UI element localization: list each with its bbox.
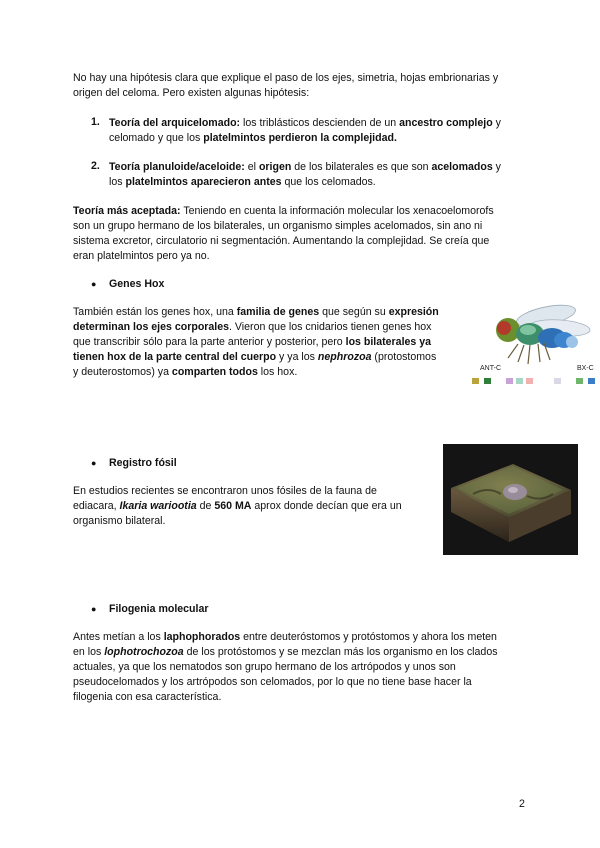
ant-c-label: ANT-C bbox=[480, 365, 501, 372]
hox-line-2a: determinan los ejes corporales bbox=[73, 321, 230, 333]
accepted-line-2: son un grupo hermano de los bilaterales, un organismo simples acelomados, sin ano ni bbox=[73, 220, 483, 232]
fossil-image bbox=[443, 444, 578, 555]
bullet-icon: ● bbox=[91, 458, 97, 468]
hox-line-5b: comparten todos bbox=[171, 366, 258, 378]
phylo-heading: Filogenia molecular bbox=[109, 603, 209, 615]
accepted-line-1: Teniendo en cuenta la información molecular los xenacoelomorofs bbox=[180, 205, 494, 217]
theory-1-text-end: y bbox=[492, 117, 501, 129]
accepted-theory-label: Teoría más aceptada: bbox=[73, 205, 181, 217]
hox-line-4d: (protostomos bbox=[371, 351, 437, 363]
hox-fly-figure bbox=[468, 300, 598, 390]
fossil-age: 560 MA bbox=[214, 500, 252, 512]
theory-2-text-end: y bbox=[492, 161, 501, 173]
list-number-1: 1. bbox=[91, 116, 100, 128]
fossil-paragraph bbox=[73, 484, 434, 529]
theory-1-line2: celomado y que los bbox=[109, 132, 204, 144]
intro-line-2: origen del celoma. Pero existen algunas hipótesis: bbox=[73, 87, 310, 99]
theory-1-bold: ancestro complejo bbox=[399, 117, 493, 129]
hox-line-2b: . Vieron que los cnidarios tienen genes hox bbox=[229, 321, 432, 333]
page-number: 2 bbox=[519, 798, 525, 810]
bx-c-label: BX-C bbox=[577, 365, 594, 372]
hox-heading: Genes Hox bbox=[109, 278, 165, 290]
phylo-paragraph bbox=[73, 630, 527, 705]
bullet-icon: ● bbox=[91, 604, 97, 614]
hox-line-1a: También están los genes hox, una bbox=[73, 306, 237, 318]
hox-line-4c: nephrozoa bbox=[317, 351, 372, 363]
phylo-line-2b: lophotrochozoa bbox=[104, 646, 184, 658]
hox-line-3b: los bilaterales ya bbox=[345, 336, 432, 348]
intro-paragraph bbox=[73, 71, 533, 101]
accepted-line-4: eran platelmintos pero ya no. bbox=[73, 250, 210, 262]
theory-2-title: Teoría planuloide/aceloide: bbox=[109, 161, 245, 173]
phylo-line-1a: Antes metían a los bbox=[73, 631, 164, 643]
phylo-line-2c: de los protóstomos y se mezclan más los organismo en los clados bbox=[183, 646, 498, 658]
hox-line-5a: y deuterostomos) ya bbox=[73, 366, 172, 378]
accepted-theory-paragraph bbox=[73, 204, 526, 264]
hox-line-1b: familia de genes bbox=[236, 306, 320, 318]
phylo-line-1b: laphophorados bbox=[163, 631, 241, 643]
hox-line-3: que transcribir sólo para la parte anterior y posterior, pero bbox=[73, 336, 346, 348]
fossil-heading: Registro fósil bbox=[109, 457, 177, 469]
hox-line-1d: expresión bbox=[388, 306, 439, 318]
list-item-2 bbox=[109, 160, 534, 190]
hox-line-4b: y ya los bbox=[276, 351, 318, 363]
fossil-line-2c: de bbox=[196, 500, 215, 512]
list-number-2: 2. bbox=[91, 160, 100, 172]
bullet-icon: ● bbox=[91, 279, 97, 289]
phylo-line-4: pseudocelomados y los artrópodos son celomados, por lo que no tiene base hacer la bbox=[73, 676, 472, 688]
theory-2-text: el bbox=[244, 161, 259, 173]
hox-line-4a: tienen hox de la parte central del cuerpo bbox=[73, 351, 277, 363]
accepted-line-3: sistema excretor, circulatorio ni segmentación. Aumentando la complejidad. Se creía que bbox=[73, 235, 490, 247]
theory-2-bold-acelomados: acelomados bbox=[431, 161, 493, 173]
theory-2-bold-origin: origen bbox=[258, 161, 292, 173]
phylo-line-3: actuales, ya que los nematodos son grupo hermano de los artrópodos y unos son bbox=[73, 661, 456, 673]
theory-2-line2-bold: platelmintos aparecieron antes bbox=[125, 176, 282, 188]
fossil-line-2e: aprox donde decían que era un bbox=[251, 500, 402, 512]
fossil-species: Ikaria wariootia bbox=[119, 500, 197, 512]
intro-line-1: No hay una hipótesis clara que explique el paso de los ejes, simetria, hojas embrionarias y bbox=[73, 72, 499, 84]
theory-2-text-2: de los bilaterales es que son bbox=[291, 161, 432, 173]
phylo-line-2a: en los bbox=[73, 646, 105, 658]
fossil-line-3: organismo bilateral. bbox=[73, 515, 166, 527]
phylo-line-1c: entre deuteróstomos y protóstomos y ahora los meten bbox=[240, 631, 497, 643]
theory-2-line2-start: los bbox=[109, 176, 126, 188]
theory-1-line2-bold: platelmintos perdieron la complejidad. bbox=[203, 132, 397, 144]
fly-illustration bbox=[468, 300, 598, 390]
list-item-1 bbox=[109, 116, 529, 146]
hox-line-5c: los hox. bbox=[257, 366, 298, 378]
hox-paragraph bbox=[73, 305, 463, 380]
theory-1-text: los triblásticos descienden de un bbox=[240, 117, 400, 129]
fossil-block-illustration bbox=[443, 444, 578, 555]
fossil-line-2a: ediacara, bbox=[73, 500, 120, 512]
hox-line-1c: que según su bbox=[319, 306, 389, 318]
theory-1-title: Teoría del arquicelomado: bbox=[109, 117, 241, 129]
phylo-line-5: filogenia con esa característica. bbox=[73, 691, 222, 703]
theory-2-line2-end: que los celomados. bbox=[281, 176, 376, 188]
fossil-line-1: En estudios recientes se encontraron unos fósiles de la fauna de bbox=[73, 485, 377, 497]
